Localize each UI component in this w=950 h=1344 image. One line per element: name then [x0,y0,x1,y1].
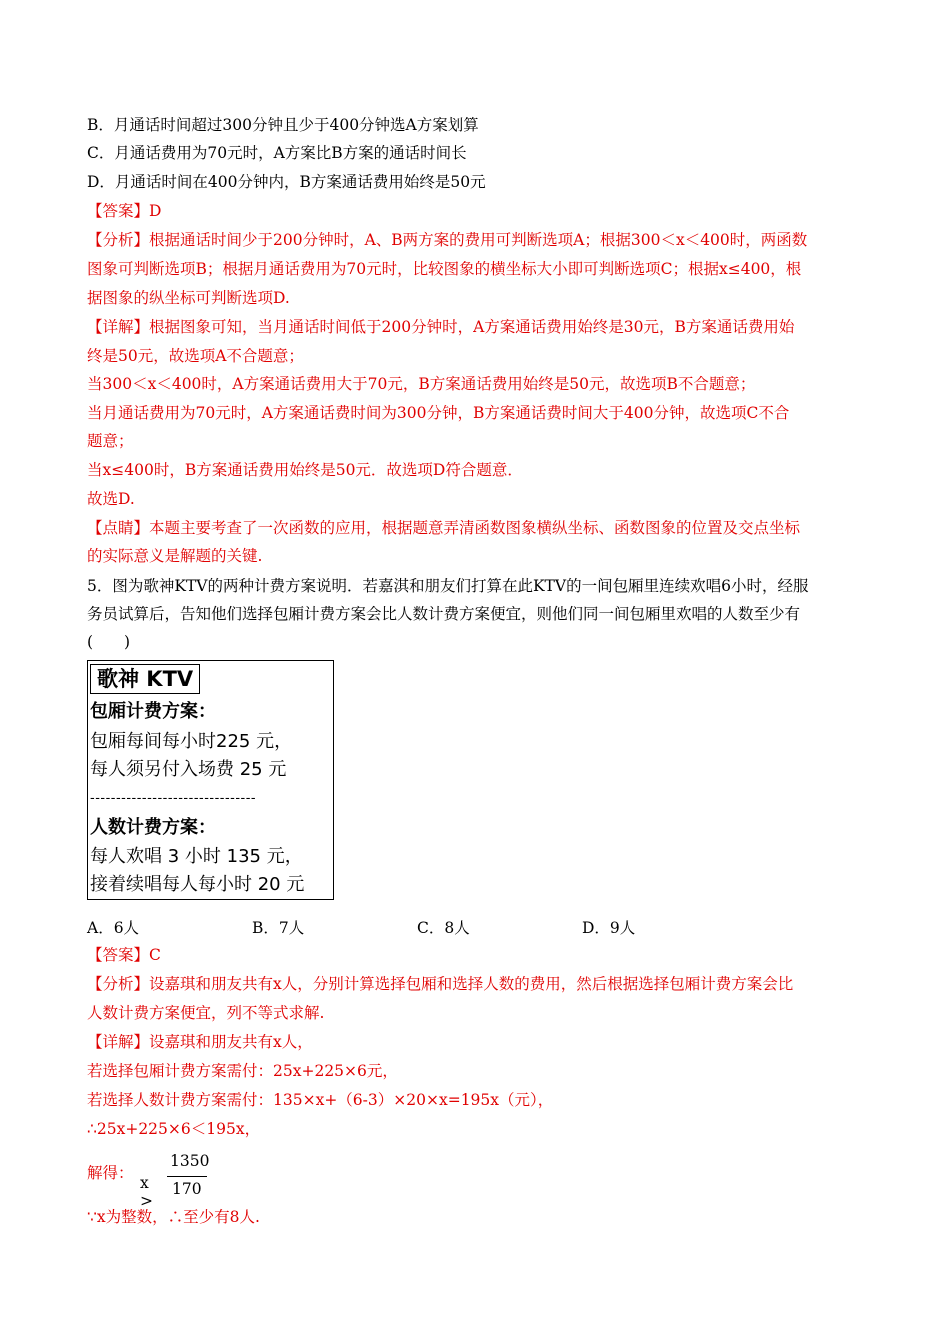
question-5-stem: 5．图为歌神KTV的两种计费方案说明．若嘉淇和朋友们打算在此KTV的一间包厢里连续欢唱6小时，经服 [87,577,809,595]
comment-line: 的实际意义是解题的关键. [87,547,263,565]
analysis-line: 图象可判断选项B；根据月通话费用为70元时，比较图象的横坐标大小即可判断选项C；根据x≤400，根 [87,260,802,278]
option-c-text: C．月通话费用为70元时，A方案比B方案的通话时间长 [87,144,467,162]
solve-label: 解得： [87,1164,134,1182]
ktv-pricing-figure [87,660,334,900]
option-b: B．7人 [252,919,305,937]
ktv-title: 歌神 KTV [90,664,200,694]
detail-line: 当300＜x＜400时，A方案通话费用大于70元，B方案通话费用始终是50元，故选项B不合题意； [87,375,756,393]
person-plan-line: 接着续唱每人每小时 20 元 [90,874,305,895]
room-plan-line: 每人须另付入场费 25 元 [90,759,287,780]
option-c: C．8人 [417,919,470,937]
detail-line: 若选择人数计费方案需付：135×x+（6-3）×20×x=195x（元）， [87,1091,554,1109]
answer-label: 【答案】D [87,202,162,220]
detail-line: 【详解】设嘉琪和朋友共有x人， [87,1033,313,1051]
option-b-text: B．月通话时间超过300分钟且少于400分钟选A方案划算 [87,116,479,134]
option-d: D．9人 [582,919,636,937]
analysis-line: 【分析】根据通话时间少于200分钟时，A、B两方案的费用可判断选项A；根据300＜x＜400时，两函数 [87,231,808,249]
detail-line: 故选D. [87,490,135,508]
detail-line: 若选择包厢计费方案需付：25x+225×6元， [87,1062,398,1080]
detail-line: 当x≤400时，B方案通话费用始终是50元．故选项D符合题意． [87,461,523,479]
fraction-bar [167,1176,207,1177]
person-plan-title: 人数计费方案： [90,817,216,838]
comment-line: 【点睛】本题主要考查了一次函数的应用，根据题意弄清函数图象横纵坐标、函数图象的位置及交点坐标 [87,519,801,537]
detail-line: ∵x为整数，∴至少有8人. [87,1208,260,1226]
analysis-line: 人数计费方案便宜，列不等式求解. [87,1004,325,1022]
room-plan-line: 包厢每间每小时225 元， [90,731,293,752]
question-5-stem: ( ) [87,633,131,651]
detail-line: ∴25x+225×6＜195x， [87,1120,261,1138]
analysis-line: 【分析】设嘉琪和朋友共有x人，分别计算选择包厢和选择人数的费用，然后根据选择包厢计费方案会比 [87,975,794,993]
divider: -------------------------------- [90,791,257,806]
person-plan-line: 每人欢唱 3 小时 135 元， [90,846,303,867]
detail-line: 【详解】根据图象可知，当月通话时间低于200分钟时，A方案通话费用始终是30元，B方案通话费用始 [87,318,795,336]
room-plan-title: 包厢计费方案： [90,701,216,722]
inequality-lhs: x > [140,1174,153,1210]
detail-line: 终是50元，故选项A不合题意； [87,347,304,365]
option-d-text: D．月通话时间在400分钟内，B方案通话费用始终是50元 [87,173,486,191]
fraction-numerator: 1350 [170,1152,210,1170]
detail-line: 题意； [87,432,134,450]
question-5-stem: 务员试算后，告知他们选择包厢计费方案会比人数计费方案便宜，则他们同一间包厢里欢唱的人数至少有 [87,605,801,623]
answer-label: 【答案】C [87,946,161,964]
detail-line: 当月通话费用为70元时，A方案通话费时间为300分钟，B方案通话费时间大于400分钟，故选项C不合 [87,404,790,422]
analysis-line: 据图象的纵坐标可判断选项D. [87,289,290,307]
option-a: A．6人 [87,919,140,937]
fraction-denominator: 170 [172,1180,202,1198]
